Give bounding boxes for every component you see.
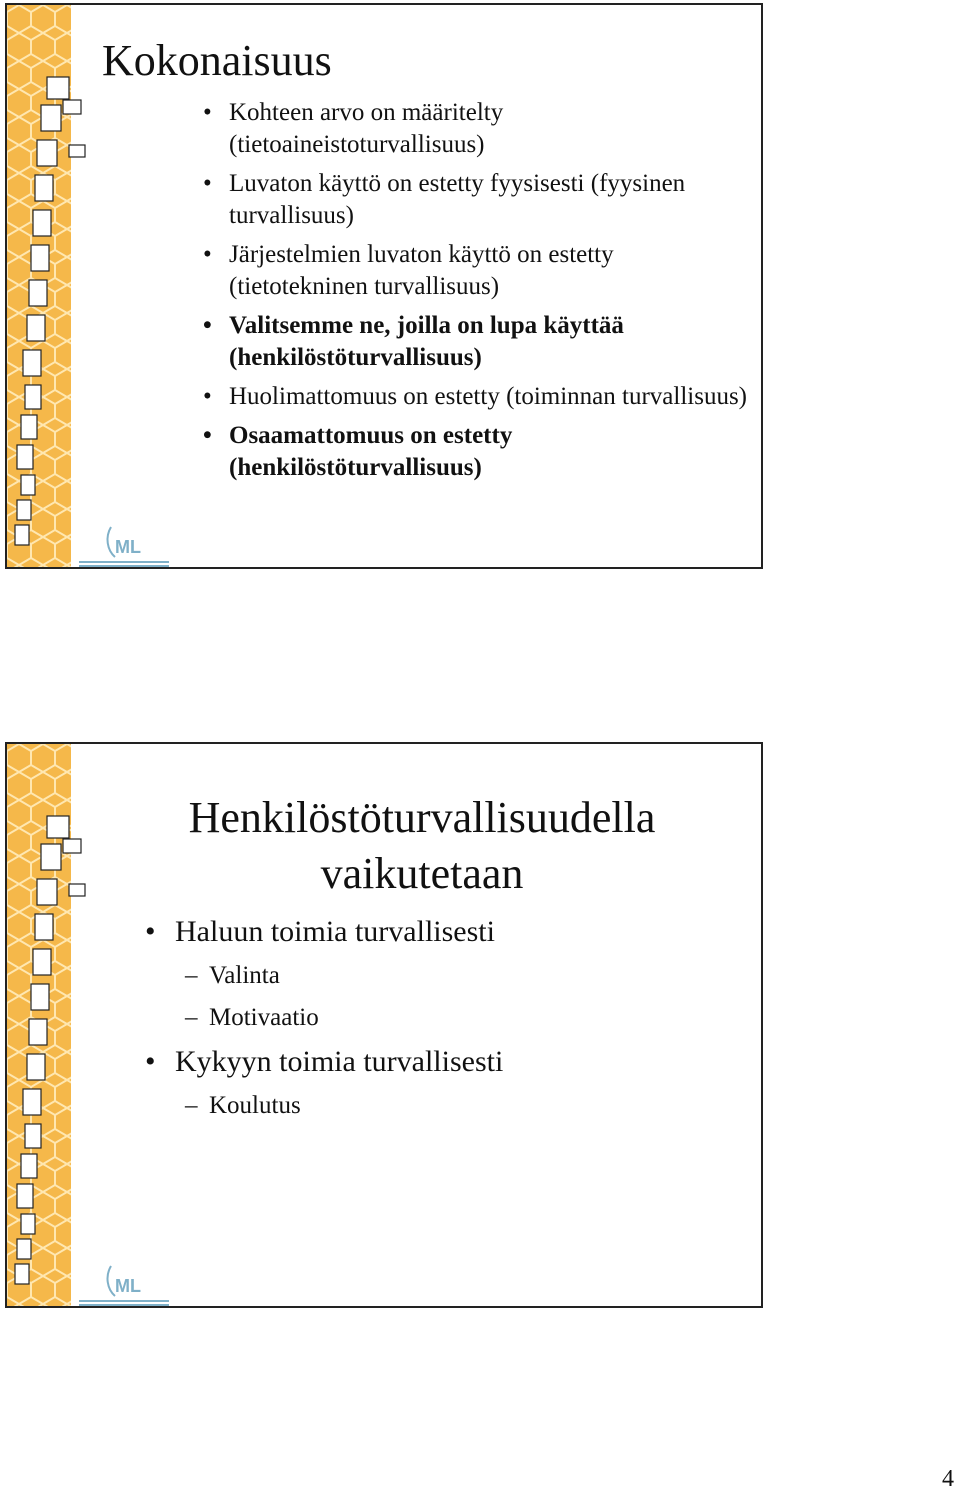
bullet-item: • Osaamattomuus on estetty (henkilöstöturvallisuus): [229, 420, 749, 484]
dash-icon: –: [185, 962, 198, 989]
bullet-text: Haluun toimia turvallisesti: [175, 915, 495, 948]
bullet-item: • Valitsemme ne, joilla on lupa käyttää (henkilöstöturvallisuus): [229, 310, 749, 374]
bullet-item: [145, 1042, 735, 1082]
bullet-icon: •: [145, 1045, 156, 1078]
sub-bullet-text: Motivaatio: [209, 1004, 319, 1031]
page-number: 4: [942, 1466, 954, 1492]
sub-bullet-item: [185, 958, 735, 994]
svg-text:ML: ML: [115, 1276, 141, 1296]
ml-logo: [79, 1266, 169, 1306]
sub-bullet-text: Koulutus: [209, 1092, 301, 1119]
bullet-item: • Järjestelmien luvaton käyttö on estetty (tietotekninen turvallisuus): [229, 239, 749, 303]
svg-text:ML: ML: [115, 537, 141, 557]
slide-2-title: [157, 790, 687, 902]
bullet-text: Kykyyn toimia turvallisesti: [175, 1045, 504, 1078]
title-line: vaikutetaan: [320, 849, 524, 898]
honeycomb-decoration: [7, 744, 177, 1308]
sub-bullet-item: [185, 1088, 735, 1124]
bullet-item: • Luvaton käyttö on estetty fyysisesti (fyysinen turvallisuus): [229, 168, 749, 232]
dash-icon: –: [185, 1092, 198, 1119]
sub-bullet-item: [185, 1000, 735, 1036]
slide-2: [5, 742, 763, 1308]
honeycomb-decoration: [7, 5, 177, 569]
bullet-icon: •: [145, 915, 156, 948]
slide-2-bullet-list: [145, 912, 735, 1130]
ml-logo: [79, 527, 169, 567]
bullet-item: • Huolimattomuus on estetty (toiminnan turvallisuus): [229, 381, 749, 413]
bullet-item: • Kohteen arvo on määritelty (tietoaineistoturvallisuus): [229, 97, 749, 161]
slide-1-title: Kokonaisuus: [102, 36, 332, 85]
title-line: Henkilöstöturvallisuudella: [188, 793, 656, 842]
bullet-item: [145, 912, 735, 952]
sub-bullet-text: Valinta: [209, 962, 280, 989]
dash-icon: –: [185, 1004, 198, 1031]
slide-1-bullet-list: [229, 97, 749, 491]
slide-1: [5, 3, 763, 569]
